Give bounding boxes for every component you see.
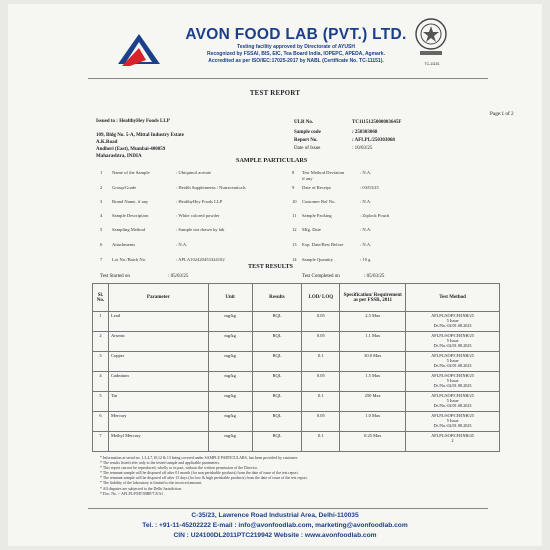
particular-number: 1	[100, 170, 103, 175]
lod-cell: 0.1	[302, 392, 340, 412]
unit-cell: mg/kg	[208, 412, 252, 432]
particular-value: : N.A.	[360, 242, 372, 247]
method-line: 2	[451, 438, 454, 444]
report-title: TEST REPORT	[249, 90, 301, 97]
particular-number: 13	[292, 242, 297, 247]
particular-label: Lot No./Batch No.	[112, 257, 147, 262]
note-line: * Doc. No. :- AFLPL/FMT/MRP/7.8/A1	[100, 491, 164, 496]
sl-cell: 3	[93, 352, 109, 372]
lab-name: AVON FOOD LAB (PVT.) LTD.	[185, 26, 407, 43]
particular-value: : Ubiquinol acetate	[176, 170, 211, 175]
particular-label: Sampling Method	[112, 227, 146, 232]
test-results-heading: TEST RESULTS	[248, 263, 293, 270]
address-line-3: Andheri (East), Mumbai-400059	[96, 147, 166, 152]
note-line: * The remnant sample will be disposed off after 15 days (for low & high perishable products) from the date of issue of the test report.	[100, 476, 308, 481]
note-line: * All disputes are subjected to the Delhi Jurisdiction.	[100, 486, 183, 491]
sample-code-value: : 250303068	[352, 130, 378, 135]
report-no-value: : AFLPL/250303068	[352, 138, 395, 143]
particular-label: Name of the Sample	[112, 170, 150, 175]
method-cell	[406, 392, 500, 412]
header-line-1: Testing facility approved by Directorate of AYUSH	[237, 44, 355, 50]
parameter-cell: Tin	[108, 392, 208, 412]
particular-label: Attachments	[112, 242, 136, 247]
nabl-code: TC-11151	[424, 62, 440, 66]
parameter-cell: Lead	[108, 312, 208, 332]
sl-cell: 7	[93, 432, 109, 452]
result-cell: BQL	[252, 332, 302, 352]
parameter-cell: Mercury	[108, 412, 208, 432]
lod-cell: 0.05	[302, 372, 340, 392]
method-line: 5 Issue	[446, 378, 459, 384]
header-line-2: Recognized by FSSAI, BIS, EIC, Tea Board India, IOPEPC, APEDA, Agmark.	[207, 51, 385, 57]
particular-number: 7	[100, 257, 103, 262]
ulr-value: TC1115125000003645F	[352, 120, 402, 125]
column-header: Sl. No.	[93, 284, 109, 312]
footer-cin: CIN : U24100DL2011PTC219942 Website : www.avonfoodlab.com	[173, 532, 377, 539]
spec-cell: 0.25 Max	[340, 432, 406, 452]
particular-number: 6	[100, 242, 103, 247]
method-line: Dt./No.:02/01.08.2023	[433, 323, 472, 329]
header-line-3: Accredited as per ISO/IEC:17025-2017 by NABL (Certificate No. TC-11151).	[208, 58, 384, 64]
method-line: Dt./No.:02/01.08.2023	[433, 403, 472, 409]
method-line: AFLPL/SOP/CH/INH/25	[431, 313, 474, 318]
results-header-row	[93, 284, 500, 312]
method-line: AFLPL/SOP/CH/INH/25	[431, 333, 474, 338]
spec-cell: 250 Max	[340, 392, 406, 412]
header-divider	[88, 78, 488, 79]
method-line: Dt./No.:02/01.08.2023	[433, 423, 472, 429]
method-line: Dt./No.:02/01.08.2023	[433, 363, 472, 369]
method-cell	[406, 352, 500, 372]
particular-value: : HealthyHey Foods LLP	[176, 199, 223, 204]
particular-value: : N.A.	[360, 199, 372, 204]
sample-code-label: Sample code	[294, 130, 321, 135]
method-line: AFLPL/SOP/CH/INH/25	[431, 353, 474, 358]
table-row	[93, 392, 500, 412]
lod-cell: 0.1	[302, 432, 340, 452]
spec-cell: 1.0 Max	[340, 412, 406, 432]
lod-cell: 0.05	[302, 312, 340, 332]
result-cell: BQL	[252, 412, 302, 432]
address-line-2: A.K.Road	[96, 140, 118, 145]
table-row	[93, 332, 500, 352]
issued-to: Issued to : HealthyHey Foods LLP	[96, 119, 170, 124]
sl-cell: 4	[93, 372, 109, 392]
unit-cell: mg/kg	[208, 372, 252, 392]
ulr-label: ULR No.	[294, 120, 314, 125]
particular-number: 9	[292, 185, 295, 190]
particular-label: Sample Packing	[302, 213, 332, 218]
page-number: Page:1 of 2	[490, 111, 514, 117]
particular-label: Customer Ref No.	[302, 199, 336, 204]
parameter-cell: Copper	[108, 352, 208, 372]
particular-number: 5	[100, 227, 103, 232]
address-line-4: Maharashtra, INDIA	[96, 154, 142, 159]
method-cell	[406, 412, 500, 432]
address-line-1: 109, Bldg No. 5-A, Mittal Industry Estate	[96, 133, 184, 138]
test-completed-value: : 05/03/25	[364, 274, 385, 279]
sl-cell: 6	[93, 412, 109, 432]
unit-cell: mg/kg	[208, 392, 252, 412]
test-report-page	[8, 4, 542, 546]
particular-value: : 10 g	[360, 257, 371, 262]
particular-value: : N.A.	[360, 170, 372, 175]
parameter-cell: Methyl Mercury	[108, 432, 208, 452]
particular-number: 12	[292, 227, 297, 232]
note-line: * The remnant sample will be disposed off after 01 month (for non perishable products) from the date of issue of the test report.	[100, 471, 299, 476]
method-cell	[406, 372, 500, 392]
method-cell	[406, 432, 500, 452]
column-header: LOD/ LOQ	[302, 284, 340, 312]
particular-label: Group/Grade	[112, 185, 137, 190]
test-started-label: Test Started on	[100, 274, 130, 279]
particular-number: 11	[292, 213, 297, 218]
method-line: 5 Issue	[446, 338, 459, 344]
particular-label: Date of Receipt	[302, 185, 331, 190]
method-line: 5 Issue	[446, 418, 459, 424]
sample-particulars-heading: SAMPLE PARTICULARS	[236, 157, 308, 164]
method-cell	[406, 312, 500, 332]
particular-value: : N.A.	[360, 227, 372, 232]
particular-label: Mfg. Date	[302, 227, 321, 232]
method-line: 5 Issue	[446, 358, 459, 364]
method-line: 5 Issue	[446, 318, 459, 324]
table-row	[93, 352, 500, 372]
column-header: Parameter	[108, 284, 208, 312]
particular-number: 14	[292, 257, 297, 262]
particular-value: : Ziplock Pouch	[360, 213, 390, 218]
spec-cell: 30.0 Max	[340, 352, 406, 372]
spec-cell: 1.5 Max	[340, 372, 406, 392]
method-cell	[406, 332, 500, 352]
column-header: Results	[252, 284, 302, 312]
notes	[100, 456, 500, 497]
lod-cell: 0.05	[302, 332, 340, 352]
column-header: Specification/ Requirement as per FSSR, 2011	[340, 284, 406, 312]
sl-cell: 2	[93, 332, 109, 352]
particular-value: : White colored powder	[176, 213, 220, 218]
test-started-value: : 05/03/25	[168, 274, 189, 279]
particular-label: Sample Description	[112, 213, 149, 218]
test-completed-label: Test Completed on	[302, 274, 340, 279]
footer-divider	[88, 508, 488, 509]
footer-contact: Tel. : +91-11-45202222 E-mail : info@avonfoodlab.com, marketing@avonfoodlab.com	[142, 522, 408, 529]
particular-label: Exp. Date/Best Before	[302, 242, 344, 247]
particular-label: Test Method Deviation	[302, 170, 345, 175]
date-issue-value: : 10/03/25	[352, 146, 373, 151]
note-line: * This report can not be reproduced, wholly or in part, without the written permission of the Director.	[100, 466, 258, 471]
particular-value: : Health Supplements / Nutraceuticals	[176, 185, 246, 190]
particular-number: 8	[292, 170, 295, 175]
particular-number: 4	[100, 213, 103, 218]
method-line: Dt./No.:02/01.08.2023	[433, 383, 472, 389]
column-header: Test Method	[406, 284, 500, 312]
particular-value: : Sample not drawn by lab	[176, 227, 225, 232]
report-no-label: Report No.	[294, 138, 318, 143]
unit-cell: mg/kg	[208, 312, 252, 332]
table-row	[93, 432, 500, 452]
particular-value: : APLA102420453324102	[176, 257, 225, 262]
footer-address: C-35/23, Lawrence Road Industrial Area, Delhi-110035	[191, 512, 359, 519]
method-line: 5 Issue	[446, 398, 459, 404]
result-cell: BQL	[252, 352, 302, 372]
method-line: AFLPL/SOP/CH/INH/45	[431, 433, 474, 438]
particular-label: Sample Quantity	[302, 257, 334, 262]
table-row	[93, 312, 500, 332]
lod-cell: 0.05	[302, 412, 340, 432]
lod-cell: 0.1	[302, 352, 340, 372]
table-row	[93, 372, 500, 392]
spec-cell: 1.1 Max	[340, 332, 406, 352]
unit-cell: mg/kg	[208, 352, 252, 372]
particular-number: 2	[100, 185, 103, 190]
unit-cell: mg/kg	[208, 332, 252, 352]
method-line: AFLPL/SOP/CH/INH/25	[431, 413, 474, 418]
sl-cell: 5	[93, 392, 109, 412]
particular-sub: if any	[302, 176, 313, 181]
sl-cell: 1	[93, 312, 109, 332]
particular-value: : 03/03/25	[360, 185, 379, 190]
result-cell: BQL	[252, 432, 302, 452]
table-row	[93, 412, 500, 432]
particular-value: : N.A.	[176, 242, 188, 247]
particular-label: Brand Name, if any	[112, 199, 149, 204]
date-issue-label: Date of Issue	[294, 146, 321, 151]
note-line: * Information at serial no. 1,3,4,7,10,12 & 13 being covered under SAMPLE PARTICULARS, has been provided by customer.	[100, 456, 298, 460]
results-table	[92, 283, 500, 452]
method-line: AFLPL/SOP/CH/INH/25	[431, 373, 474, 378]
parameter-cell: Arsenic	[108, 332, 208, 352]
spec-cell: 2.5 Max	[340, 312, 406, 332]
note-line: * The results listed refer only to the tested sample and applicable parameters.	[100, 461, 220, 466]
result-cell: BQL	[252, 312, 302, 332]
note-line: * The liability of the laboratory is limited to the invoiced amount.	[100, 481, 203, 486]
result-cell: BQL	[252, 372, 302, 392]
particular-number: 3	[100, 199, 103, 204]
result-cell: BQL	[252, 392, 302, 412]
particular-number: 10	[292, 199, 297, 204]
method-line: Dt./No.:02/01.08.2023	[433, 343, 472, 349]
unit-cell: mg/kg	[208, 432, 252, 452]
column-header: Unit	[208, 284, 252, 312]
nabl-seal-icon	[414, 17, 448, 62]
method-line: AFLPL/SOP/CH/INH/25	[431, 393, 474, 398]
parameter-cell: Cadmium	[108, 372, 208, 392]
